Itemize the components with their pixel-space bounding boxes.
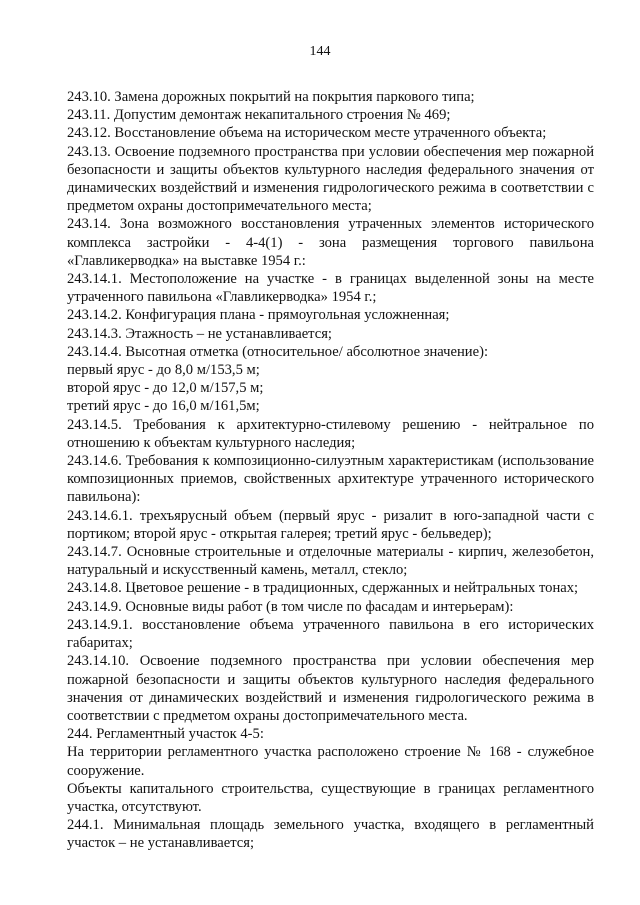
paragraph-243-14-2: 243.14.2. Конфигурация плана - прямоугольная усложненная; [67, 307, 450, 324]
paragraph-244-1: 244.1. Минимальная площадь земельного участка, входящего в регламентный участок – не устанавливается; [67, 817, 594, 852]
height-tier-2: второй ярус - до 12,0 м/157,5 м; [67, 380, 264, 397]
paragraph-243-14-4: 243.14.4. Высотная отметка (относительное/ абсолютное значение): [67, 343, 489, 360]
paragraph-243-10: 243.10. Замена дорожных покрытий на покрытия паркового типа; [67, 89, 475, 105]
paragraph-243-11: 243.11. Допустим демонтаж некапитального строения № 469; [67, 107, 451, 124]
paragraph-243-14-8: 243.14.8. Цветовое решение - в традиционных, сдержанных и нейтральных тонах; [67, 580, 579, 597]
paragraph-244-building: На территории регламентного участка расположено строение № 168 - служебное сооружение. [67, 744, 594, 779]
paragraph-243-14-3: 243.14.3. Этажность – не устанавливается; [67, 325, 332, 342]
paragraph-243-14-1: 243.14.1. Местоположение на участке - в границах выделенной зоны на месте утраченного павильона «Главликерводка» 1954 г.; [67, 271, 594, 306]
document-body [67, 88, 594, 853]
paragraph-243-14-6-1: 243.14.6.1. трехъярусный объем (первый ярус - ризалит в юго-западной части с портиком; второй ярус - открытая галерея; третий ярус - бельведер); [67, 507, 594, 542]
section-244-heading: 244. Регламентный участок 4-5: [67, 726, 264, 743]
paragraph-243-14-7: 243.14.7. Основные строительные и отделочные материалы - кирпич, железобетон, натуральный и искусственный камень, металл, стекло; [67, 544, 594, 579]
height-tier-3: третий ярус - до 16,0 м/161,5м; [67, 398, 260, 415]
height-tier-1: первый ярус - до 8,0 м/153,5 м; [67, 362, 260, 379]
paragraph-243-14-9: 243.14.9. Основные виды работ (в том числе по фасадам и интерьерам): [67, 598, 514, 615]
paragraph-243-13: 243.13. Освоение подземного пространства при условии обеспечения мер пожарной безопасности и защиты объектов культурного наследия федерального значения от динамических воздействий и изменения гидрологического режима в соответствии с предметом охраны достопримечательного места; [67, 143, 594, 215]
paragraph-244-capital-objects: Объекты капитального строительства, существующие в границах регламентного участка, отсутствуют. [67, 780, 594, 815]
paragraph-243-14-9-1: 243.14.9.1. восстановление объема утраченного павильона в его исторических габаритах; [67, 616, 594, 652]
paragraph-243-14-6: 243.14.6. Требования к композиционно-силуэтным характеристикам (использование композиционных приемов, свойственных архитектуре утраченного исторического павильона): [67, 453, 594, 506]
page-number: 144 [309, 44, 331, 59]
paragraph-243-14: 243.14. Зона возможного восстановления утраченных элементов исторического комплекса застройки - 4-4(1) - зона размещения торгового павильона «Главликерводка» на выставке 1954 г.: [67, 216, 594, 269]
paragraph-243-14-10: 243.14.10. Освоение подземного пространства при условии обеспечения мер пожарной безопасности и защиты объектов культурного наследия федерального значения от динамических воздействий и изменения гидрологического режима в соответствии с предметом охраны достопримечательного места. [67, 653, 594, 724]
paragraph-243-14-5: 243.14.5. Требования к архитектурно-стилевому решению - нейтральное по отношению к объектам культурного наследия; [67, 416, 594, 451]
paragraph-243-12: 243.12. Восстановление объема на историческом месте утраченного объекта; [67, 125, 547, 142]
